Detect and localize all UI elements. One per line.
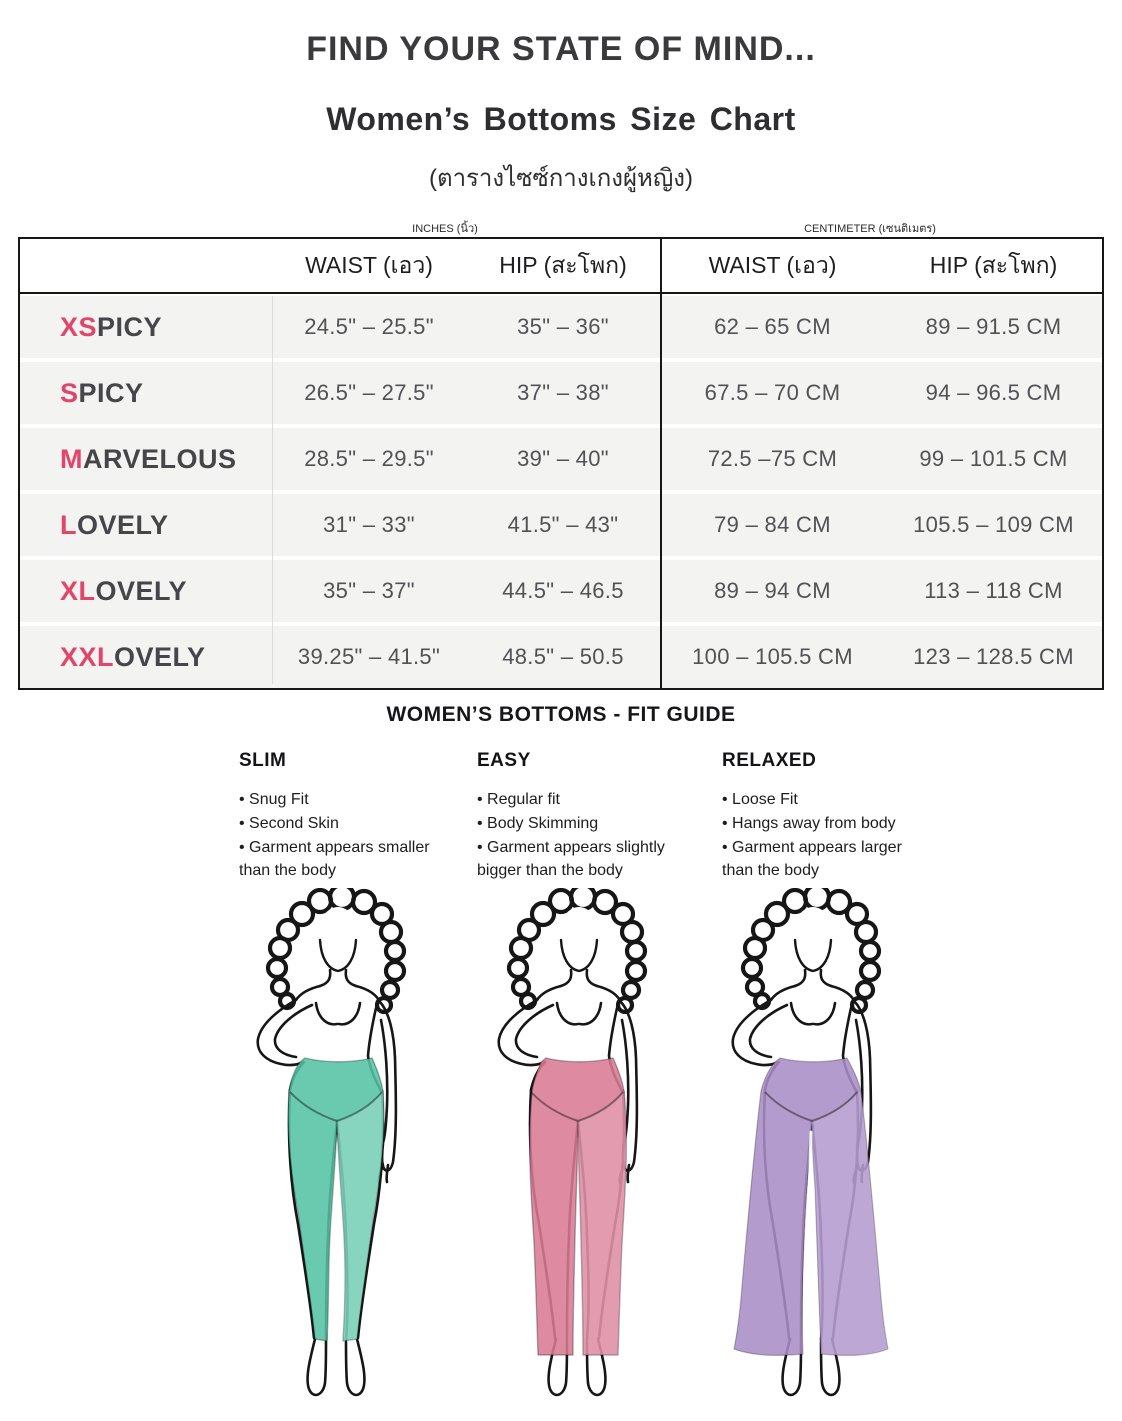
table-unit-divider — [660, 239, 662, 688]
fit-name: RELAXED — [722, 750, 817, 771]
hip-inches-value: 39" – 40" — [517, 446, 609, 471]
fit-bullet: • Garment appears slightly bigger than the body — [477, 839, 665, 879]
size-name: L OVELY — [60, 509, 169, 540]
size-name: M ARVELOUS — [60, 443, 237, 474]
fit-bullet: • Body Skimming — [477, 815, 599, 832]
hip-cm-value: 123 – 128.5 CM — [913, 644, 1074, 669]
table-row-lovely — [20, 494, 1102, 556]
waist-cm-value: 67.5 – 70 CM — [704, 380, 841, 405]
size-name: XS PICY — [60, 311, 163, 342]
unit-group-label-inches: INCHES (นิ้ว) — [412, 223, 478, 235]
hip-cm-value: 105.5 – 109 CM — [913, 512, 1074, 537]
fit-guide-title: WOMEN’S BOTTOMS - FIT GUIDE — [386, 703, 736, 726]
fit-bullet: • Regular fit — [477, 791, 560, 808]
waist-inches-value: 28.5" – 29.5" — [304, 446, 434, 471]
fit-bullet: • Snug Fit — [239, 791, 309, 808]
column-header-hip-cm: HIP (สะโพก) — [929, 251, 1058, 278]
table-name-column-divider — [272, 296, 273, 684]
waist-cm-value: 72.5 –75 CM — [707, 446, 838, 471]
fit-guide-column-easy — [477, 750, 707, 883]
waist-inches-value: 26.5" – 27.5" — [304, 380, 434, 405]
fit-name: SLIM — [239, 750, 287, 771]
column-header-waist-inches: WAIST (เอว) — [305, 251, 433, 278]
table-row-xlovely — [20, 560, 1102, 622]
page-subtitle-thai: (ตารางไซซ์กางเกงผู้หญิง) — [428, 165, 693, 192]
fit-bullet: • Hangs away from body — [722, 815, 896, 832]
waist-cm-value: 89 – 94 CM — [714, 578, 831, 603]
page-subtitle: Women’s Bottoms Size Chart — [326, 101, 796, 137]
woman-figure-slim-illustration — [230, 888, 480, 1420]
size-table-header-row — [20, 239, 1102, 294]
table-row-marvelous — [20, 428, 1102, 490]
hip-inches-value: 41.5" – 43" — [507, 512, 619, 537]
waist-inches-value: 39.25" – 41.5" — [297, 644, 441, 669]
size-table — [18, 237, 1104, 690]
fit-bullet: • Second Skin — [239, 815, 339, 832]
size-name: XXL OVELY — [60, 641, 206, 672]
table-row-spicy — [20, 362, 1102, 424]
size-name: XL OVELY — [60, 575, 188, 606]
size-name: S PICY — [60, 377, 144, 408]
hip-inches-value: 35" – 36" — [517, 314, 609, 339]
fit-name: EASY — [477, 750, 531, 771]
table-row-xspicy — [20, 296, 1102, 358]
column-header-hip-inches: HIP (สะโพก) — [499, 251, 627, 278]
waist-cm-value: 62 – 65 CM — [714, 314, 831, 339]
relaxed-pants-light-leg — [812, 1091, 888, 1355]
page-title: FIND YOUR STATE OF MIND... — [306, 30, 816, 68]
easy-pants-light-leg — [578, 1091, 626, 1355]
fit-bullet: • Loose Fit — [722, 791, 798, 808]
fit-guide-column-slim — [239, 750, 449, 883]
waist-cm-value: 100 – 105.5 CM — [692, 644, 853, 669]
waist-inches-value: 24.5" – 25.5" — [304, 314, 434, 339]
waist-cm-value: 79 – 84 CM — [714, 512, 831, 537]
table-row-xxlovely — [20, 626, 1102, 688]
hip-cm-value: 94 – 96.5 CM — [925, 380, 1062, 405]
hip-inches-value: 44.5" – 46.5 — [502, 578, 624, 603]
woman-figure-easy-illustration — [471, 888, 721, 1420]
hip-inches-value: 48.5" – 50.5 — [502, 644, 624, 669]
fit-bullet: • Garment appears smaller than the body — [239, 839, 430, 879]
column-header-waist-cm: WAIST (เอว) — [708, 251, 837, 278]
fit-bullet: • Garment appears larger than the body — [722, 839, 902, 879]
waist-inches-value: 35" – 37" — [323, 578, 415, 603]
hip-cm-value: 99 – 101.5 CM — [919, 446, 1068, 471]
hip-inches-value: 37" – 38" — [517, 380, 609, 405]
unit-group-label-centimeter: CENTIMETER (เซนติเมตร) — [804, 223, 936, 235]
fit-guide-column-relaxed — [722, 750, 937, 883]
woman-figure-relaxed-illustration — [705, 888, 955, 1420]
hip-cm-value: 89 – 91.5 CM — [925, 314, 1062, 339]
waist-inches-value: 31" – 33" — [323, 512, 415, 537]
hip-cm-value: 113 – 118 CM — [924, 578, 1063, 603]
